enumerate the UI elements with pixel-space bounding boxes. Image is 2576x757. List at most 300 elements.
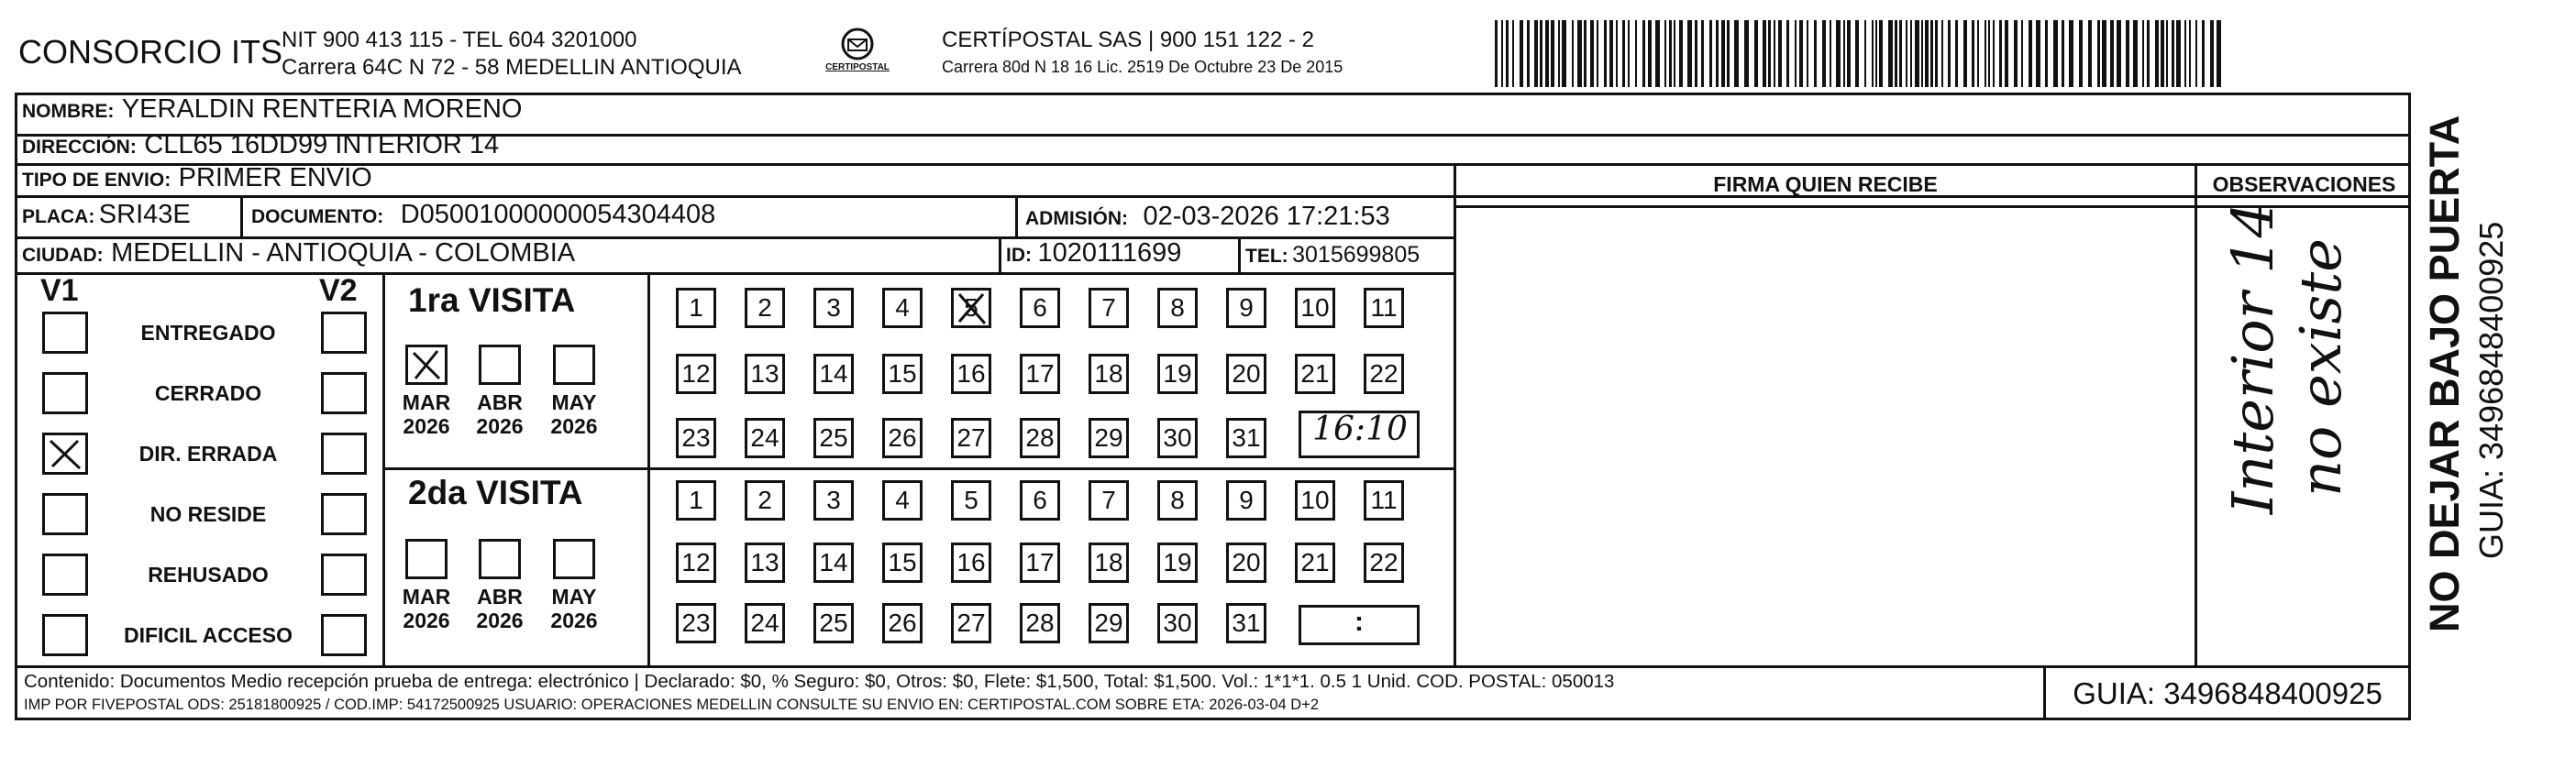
tel-field xyxy=(1245,242,1420,269)
day-label: 10 xyxy=(1300,293,1330,322)
first-time-value: 16:10 xyxy=(1312,411,1408,448)
day-label: 25 xyxy=(819,423,848,452)
day-box[interactable] xyxy=(1089,603,1129,643)
day-box[interactable] xyxy=(951,354,991,394)
day-label: 30 xyxy=(1163,609,1192,637)
day-box[interactable] xyxy=(951,418,991,458)
day-box[interactable] xyxy=(882,288,923,328)
barcode-bar xyxy=(1540,20,1542,87)
barcode-bar xyxy=(1906,20,1907,87)
day-box[interactable] xyxy=(1157,288,1198,328)
day-label: 2 xyxy=(757,293,772,322)
day-label: 23 xyxy=(681,423,711,452)
documento-label: DOCUMENTO: xyxy=(251,206,384,227)
day-box[interactable] xyxy=(1020,418,1060,458)
day-box[interactable] xyxy=(745,354,785,394)
v2-label: V2 xyxy=(319,273,358,308)
day-label: 8 xyxy=(1170,293,1185,322)
barcode-bar xyxy=(2102,20,2106,87)
day-box[interactable] xyxy=(745,288,785,328)
month-checkbox[interactable] xyxy=(553,539,595,579)
day-box[interactable] xyxy=(1020,354,1060,394)
day-box[interactable] xyxy=(1089,543,1129,583)
day-box[interactable] xyxy=(1226,480,1266,521)
barcode-bar xyxy=(1999,20,2002,87)
handwritten-observation xyxy=(2219,202,2355,587)
day-label: 24 xyxy=(750,609,779,637)
barcode-bar xyxy=(1721,20,1725,87)
barcode-bar xyxy=(1879,20,1883,87)
barcode-bar xyxy=(2021,20,2023,87)
day-label: 18 xyxy=(1094,548,1123,576)
side-guia: GUIA: 3496848400925 xyxy=(2472,221,2510,559)
v1-label: V1 xyxy=(40,273,79,308)
day-box[interactable] xyxy=(676,543,716,583)
barcode-bar xyxy=(1545,20,1549,87)
barcode-bar xyxy=(2142,20,2144,87)
day-box[interactable] xyxy=(1157,603,1198,643)
placa-value: SRI43E xyxy=(98,200,191,229)
barcode-bar xyxy=(1830,20,1831,87)
month-checkbox[interactable] xyxy=(479,345,521,385)
barcode-bar xyxy=(1695,20,1697,87)
barcode-bar xyxy=(2097,20,2100,87)
certipostal-logo xyxy=(807,26,908,79)
day-box[interactable] xyxy=(882,603,923,643)
barcode-bar xyxy=(1875,20,1877,87)
barcode-bar xyxy=(1734,20,1739,87)
day-label: 30 xyxy=(1163,423,1192,452)
day-box[interactable] xyxy=(1020,288,1060,328)
day-box[interactable] xyxy=(813,603,854,643)
barcode-bar xyxy=(2202,20,2205,87)
day-label: 16 xyxy=(956,548,986,576)
barcode-bar xyxy=(1899,20,1902,87)
day-label: 1 xyxy=(689,486,703,514)
id-value: 1020111699 xyxy=(1037,238,1182,268)
check-mark-icon xyxy=(954,291,990,327)
firma-header: FIRMA QUIEN RECIBE xyxy=(1713,172,1938,196)
day-label: 4 xyxy=(895,293,910,322)
day-label: 9 xyxy=(1239,293,1254,322)
day-box[interactable] xyxy=(745,543,785,583)
barcode-bar xyxy=(1822,20,1826,87)
barcode-bar xyxy=(1590,20,1594,87)
barcode-bar xyxy=(2045,20,2048,87)
day-label: 8 xyxy=(1170,486,1185,514)
day-label: 5 xyxy=(964,486,978,514)
barcode-bar xyxy=(1921,20,1923,87)
v2-checkbox[interactable] xyxy=(321,312,367,354)
v2-checkbox[interactable] xyxy=(321,493,367,535)
barcode-bar xyxy=(2176,20,2181,87)
day-box[interactable] xyxy=(745,480,785,521)
barcode-bar xyxy=(1888,20,1893,87)
day-box[interactable] xyxy=(882,354,923,394)
day-label: 18 xyxy=(1094,359,1123,388)
barcode-bar xyxy=(2029,20,2032,87)
second-visit-title: 2da VISITA xyxy=(408,474,583,511)
day-label: 29 xyxy=(1094,423,1123,452)
barcode-bar xyxy=(1935,20,1938,87)
day-box[interactable] xyxy=(1020,543,1060,583)
barcode-bar xyxy=(2088,20,2092,87)
barcode-bar xyxy=(1941,20,1943,87)
certipostal-name: CERTÍPOSTAL SAS | 900 151 122 - 2 xyxy=(942,27,1314,52)
barcode-bar xyxy=(1534,20,1538,87)
day-label: 10 xyxy=(1300,486,1330,514)
barcode-bar xyxy=(1628,20,1630,87)
day-box[interactable] xyxy=(951,603,991,643)
barcode-bar xyxy=(1754,20,1758,87)
barcode-bar xyxy=(1562,20,1566,87)
barcode-bar xyxy=(1744,20,1749,87)
documento-value: D05001000000054304408 xyxy=(400,200,716,229)
barcode-bar xyxy=(1572,20,1574,87)
v1-checkbox[interactable] xyxy=(42,312,88,354)
day-label: 1 xyxy=(689,293,703,322)
tipo-envio-value: PRIMER ENVIO xyxy=(178,163,372,192)
status-label: CERRADO xyxy=(154,381,262,405)
placa-label: PLACA: xyxy=(22,206,95,227)
year-label: 2026 xyxy=(476,609,524,632)
barcode-bar xyxy=(1648,20,1652,87)
barcode-bar xyxy=(2133,20,2138,87)
day-box[interactable] xyxy=(813,418,854,458)
check-mark-icon xyxy=(408,347,445,382)
barcode-bar xyxy=(1948,20,1951,87)
company-nit: NIT 900 413 115 - TEL 604 3201000 xyxy=(282,27,637,52)
barcode-bar xyxy=(2110,20,2114,87)
barcode-bar xyxy=(1664,20,1666,87)
barcode-bar xyxy=(2147,20,2150,87)
barcode-bar xyxy=(2217,20,2221,87)
status-label: ENTREGADO xyxy=(140,321,276,345)
month-label: MAY xyxy=(551,585,597,609)
day-box[interactable] xyxy=(951,288,991,328)
barcode-bar xyxy=(1584,20,1587,87)
day-box[interactable] xyxy=(882,418,923,458)
month-label: ABR xyxy=(477,390,523,414)
second-time-value: : xyxy=(1354,607,1364,637)
day-label: 3 xyxy=(826,486,841,514)
day-box[interactable] xyxy=(1364,543,1404,583)
day-box[interactable] xyxy=(1295,288,1335,328)
day-box[interactable] xyxy=(1226,603,1266,643)
barcode-bar xyxy=(2161,20,2164,87)
barcode-bar xyxy=(1597,20,1598,87)
day-box[interactable] xyxy=(813,354,854,394)
company-name: CONSORCIO ITS xyxy=(18,33,283,71)
day-box[interactable] xyxy=(1364,354,1404,394)
day-label: 19 xyxy=(1163,548,1192,576)
day-box[interactable] xyxy=(1226,418,1266,458)
day-label: 21 xyxy=(1300,548,1330,576)
barcode-bar xyxy=(1814,20,1817,87)
barcode-bar xyxy=(1836,20,1841,87)
day-box[interactable] xyxy=(676,480,716,521)
day-label: 17 xyxy=(1025,548,1055,576)
barcode xyxy=(1493,20,2227,87)
day-box[interactable] xyxy=(1020,603,1060,643)
status-label: DIFICIL ACCESO xyxy=(123,623,293,647)
barcode-bar xyxy=(1768,20,1771,87)
barcode-bar xyxy=(1807,20,1808,87)
day-label: 14 xyxy=(819,359,848,388)
v1-checkbox[interactable] xyxy=(42,433,88,475)
day-box[interactable] xyxy=(1089,288,1129,328)
barcode-bar xyxy=(1577,20,1582,87)
barcode-bar xyxy=(2079,20,2083,87)
day-label: 2 xyxy=(757,486,772,514)
day-box[interactable] xyxy=(676,603,716,643)
barcode-bar xyxy=(1988,20,1990,87)
barcode-bar xyxy=(2166,20,2168,87)
day-box[interactable] xyxy=(1157,543,1198,583)
barcode-bar xyxy=(1604,20,1607,87)
month-checkbox[interactable] xyxy=(405,345,448,385)
barcode-bar xyxy=(1501,20,1503,87)
day-box[interactable] xyxy=(676,354,716,394)
barcode-bar xyxy=(1709,20,1712,87)
day-box[interactable] xyxy=(745,603,785,643)
barcode-bar xyxy=(2005,20,2008,87)
barcode-bar xyxy=(1727,20,1730,87)
day-box[interactable] xyxy=(1089,480,1129,521)
day-label: 3 xyxy=(826,293,841,322)
id-label: ID: xyxy=(1006,245,1032,266)
day-box[interactable] xyxy=(1364,288,1404,328)
day-label: 24 xyxy=(750,423,779,452)
barcode-bar xyxy=(1642,20,1645,87)
barcode-bar xyxy=(1864,20,1866,87)
day-label: 7 xyxy=(1101,486,1116,514)
day-box[interactable] xyxy=(1157,480,1198,521)
tel-label: TEL: xyxy=(1245,246,1288,267)
barcode-bar xyxy=(2155,20,2159,87)
barcode-bar xyxy=(1527,20,1530,87)
check-mark-icon xyxy=(45,435,85,472)
day-label: 26 xyxy=(888,609,917,637)
barcode-bar xyxy=(2189,20,2191,87)
barcode-bar xyxy=(2053,20,2058,87)
observaciones-header: OBSERVACIONES xyxy=(2212,172,2396,196)
barcode-bar xyxy=(1872,20,1874,87)
day-box[interactable] xyxy=(813,480,854,521)
day-label: 26 xyxy=(888,423,917,452)
day-label: 17 xyxy=(1025,359,1055,388)
direccion-row xyxy=(22,130,499,160)
month-checkbox[interactable] xyxy=(479,539,521,579)
month-checkbox[interactable] xyxy=(405,539,448,579)
first-visit-title: 1ra VISITA xyxy=(408,281,576,319)
year-label: 2026 xyxy=(550,414,598,438)
day-label: 31 xyxy=(1232,423,1261,452)
barcode-bar xyxy=(1616,20,1618,87)
day-box[interactable] xyxy=(676,288,716,328)
v2-checkbox[interactable] xyxy=(321,372,367,414)
v2-checkbox[interactable] xyxy=(321,554,367,596)
direccion-label: DIRECCIÓN: xyxy=(22,137,137,158)
barcode-bar xyxy=(1674,20,1675,87)
id-field xyxy=(1006,238,1181,269)
barcode-bar xyxy=(1795,20,1797,87)
barcode-bar xyxy=(2172,20,2174,87)
day-label: 12 xyxy=(681,548,711,576)
barcode-bar xyxy=(1977,20,1979,87)
day-label: 31 xyxy=(1232,609,1261,637)
admision-label: ADMISIÓN: xyxy=(1025,208,1128,229)
day-label: 25 xyxy=(819,609,848,637)
day-box[interactable] xyxy=(951,543,991,583)
day-label: 28 xyxy=(1025,423,1055,452)
barcode-bar xyxy=(1655,20,1660,87)
status-label: REHUSADO xyxy=(148,563,269,587)
barcode-bar xyxy=(2210,20,2214,87)
barcode-bar xyxy=(1847,20,1851,87)
barcode-bar xyxy=(1843,20,1845,87)
v2-checkbox[interactable] xyxy=(321,614,367,656)
day-label: 13 xyxy=(750,359,779,388)
day-box[interactable] xyxy=(813,288,854,328)
ciudad-row xyxy=(22,238,575,269)
barcode-bar xyxy=(1778,20,1782,87)
day-box[interactable] xyxy=(676,418,716,458)
nombre-value: YERALDIN RENTERIA MORENO xyxy=(121,94,523,124)
barcode-bar xyxy=(2117,20,2121,87)
day-label: 20 xyxy=(1232,548,1261,576)
barcode-bar xyxy=(1622,20,1625,87)
v1-checkbox[interactable] xyxy=(42,614,88,656)
barcode-bar xyxy=(1930,20,1933,87)
day-box[interactable] xyxy=(882,543,923,583)
v1-checkbox[interactable] xyxy=(42,372,88,414)
barcode-bar xyxy=(1609,20,1613,87)
barcode-bar xyxy=(2036,20,2040,87)
footer-print-info: IMP POR FIVEPOSTAL ODS: 25181800925 / COD.IMP: 54172500925 USUARIO: OPERACIONES MEDELLIN CONSULTE SU ENVIO EN: CERTIPOSTAL.COM SOBRE ETA: 2026-03-04 D+2 xyxy=(24,697,1320,713)
day-label: 7 xyxy=(1101,293,1116,322)
barcode-bar xyxy=(1855,20,1859,87)
day-label: 27 xyxy=(956,423,986,452)
day-box[interactable] xyxy=(1020,480,1060,521)
day-label: 6 xyxy=(1033,293,1047,322)
placa-field xyxy=(22,200,191,230)
observation-line2: no existe xyxy=(2287,238,2354,497)
barcode-bar xyxy=(1763,20,1766,87)
day-label: 11 xyxy=(1370,293,1398,322)
admision-field xyxy=(1025,202,1390,232)
barcode-bar xyxy=(1925,20,1929,87)
month-label: ABR xyxy=(477,585,523,609)
day-box[interactable] xyxy=(951,480,991,521)
v1-checkbox[interactable] xyxy=(42,493,88,535)
day-box[interactable] xyxy=(882,480,923,521)
ciudad-value: MEDELLIN - ANTIOQUIA - COLOMBIA xyxy=(111,238,576,268)
v2-checkbox[interactable] xyxy=(321,433,367,475)
barcode-bar xyxy=(1972,20,1974,87)
day-box[interactable] xyxy=(1089,354,1129,394)
day-box[interactable] xyxy=(1226,354,1266,394)
day-label: 20 xyxy=(1232,359,1261,388)
status-label: NO RESIDE xyxy=(149,502,267,526)
barcode-bar xyxy=(1506,20,1509,87)
day-label: 21 xyxy=(1300,359,1330,388)
day-label: 15 xyxy=(888,548,917,576)
barcode-bar xyxy=(1520,20,1523,87)
footer-content: Contenido: Documentos Medio recepción prueba de entrega: electrónico | Declarado: $0, % Seguro: $0, Otros: $0, Flete: $1,500, Total: $1,500. Vol.: 1*1*1. 0.5 1 Unid. COD. POSTAL: 050013 xyxy=(24,671,1615,692)
barcode-bar xyxy=(1701,20,1704,87)
certipostal-address: Carrera 80d N 18 16 Lic. 2519 De Octubre 23 De 2015 xyxy=(942,58,1343,76)
barcode-bar xyxy=(2069,20,2073,87)
barcode-bar xyxy=(1985,20,1986,87)
month-label: MAR xyxy=(402,390,451,414)
day-label: 11 xyxy=(1370,486,1398,514)
barcode-bar xyxy=(1679,20,1683,87)
company-address: Carrera 64C N 72 - 58 MEDELLIN ANTIOQUIA xyxy=(282,55,742,80)
month-label: MAR xyxy=(402,585,451,609)
status-label: DIR. ERRADA xyxy=(138,442,278,466)
barcode-bar xyxy=(1551,20,1554,87)
observation-line1: Interior 14 xyxy=(2219,202,2286,515)
day-box[interactable] xyxy=(1295,543,1335,583)
logo-text: CERTIPOSTAL xyxy=(825,62,890,72)
day-box[interactable] xyxy=(1089,418,1129,458)
day-label: 6 xyxy=(1033,486,1047,514)
barcode-bar xyxy=(2184,20,2186,87)
tipo-envio-label: TIPO DE ENVIO: xyxy=(22,170,171,191)
day-label: 15 xyxy=(888,359,917,388)
side-warning: NO DEJAR BAJO PUERTA xyxy=(2421,115,2468,632)
day-label: 9 xyxy=(1239,486,1254,514)
barcode-bar xyxy=(1495,20,1498,87)
barcode-bar xyxy=(1799,20,1803,87)
barcode-bar xyxy=(1635,20,1637,87)
barcode-bar xyxy=(1993,20,1995,87)
barcode-bar xyxy=(1910,20,1912,87)
day-label: 16 xyxy=(956,359,986,388)
barcode-bar xyxy=(1774,20,1775,87)
v1-checkbox[interactable] xyxy=(42,554,88,596)
barcode-bar xyxy=(1963,20,1967,87)
barcode-bar xyxy=(1955,20,1958,87)
year-label: 2026 xyxy=(476,414,524,438)
day-box[interactable] xyxy=(1157,418,1198,458)
tipo-envio-row xyxy=(22,163,372,193)
year-label: 2026 xyxy=(550,609,598,632)
year-label: 2026 xyxy=(403,414,450,438)
barcode-bar xyxy=(1895,20,1897,87)
month-checkbox[interactable] xyxy=(553,345,595,385)
year-label: 2026 xyxy=(403,609,450,632)
barcode-bar xyxy=(2195,20,2197,87)
day-box[interactable] xyxy=(1295,480,1335,521)
day-box[interactable] xyxy=(745,418,785,458)
day-box[interactable] xyxy=(1226,543,1266,583)
day-label: 28 xyxy=(1025,609,1055,637)
barcode-bar xyxy=(1669,20,1672,87)
day-box[interactable] xyxy=(813,543,854,583)
day-box[interactable] xyxy=(1295,354,1335,394)
day-box[interactable] xyxy=(1226,288,1266,328)
day-box[interactable] xyxy=(1157,354,1198,394)
barcode-bar xyxy=(2014,20,2018,87)
day-box[interactable] xyxy=(1364,480,1404,521)
barcode-bar xyxy=(1716,20,1719,87)
day-label: 4 xyxy=(895,486,910,514)
barcode-bar xyxy=(1915,20,1919,87)
day-label: 13 xyxy=(750,548,779,576)
nombre-row xyxy=(22,94,522,125)
